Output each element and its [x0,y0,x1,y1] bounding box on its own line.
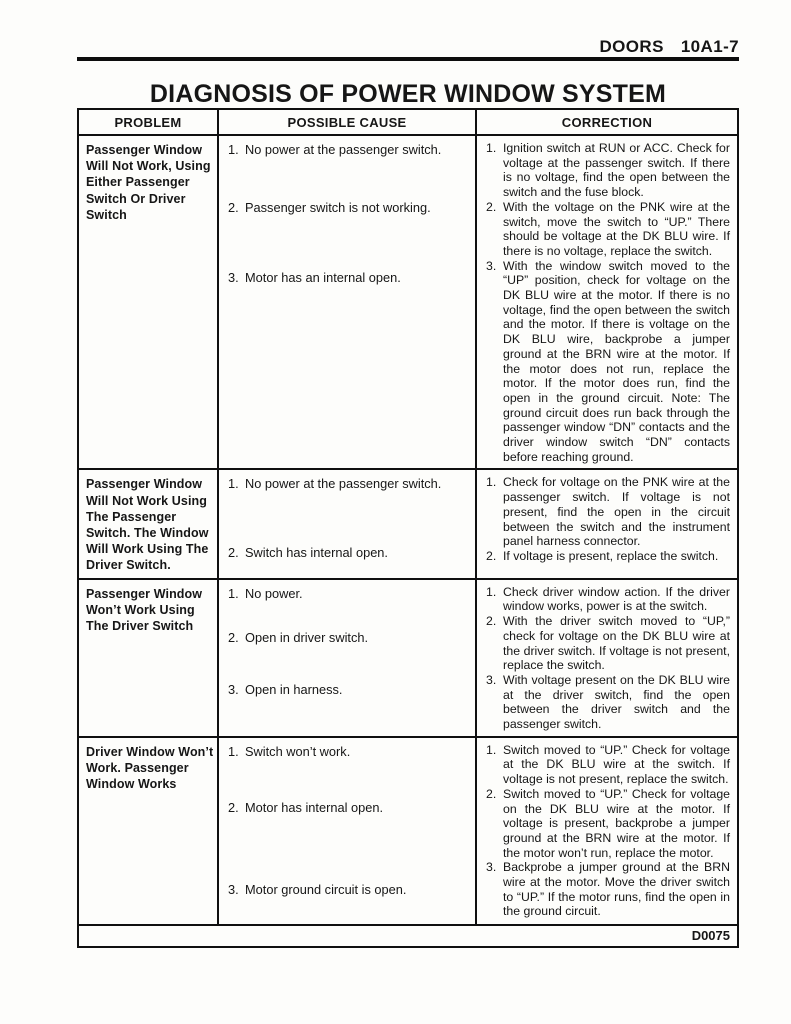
correction-number: 2. [486,199,497,214]
cause-item [228,630,471,645]
corrections-cell [475,136,737,468]
correction-item [486,549,730,564]
correction-item [486,787,730,861]
correction-item [486,475,730,549]
problem-cell: Passenger Window Will Not Work Using The Passenger Switch. The Window Will Work Using The Driver Switch. [86,477,209,573]
causes-cell [217,136,475,468]
cause-text: Switch has internal open. [245,545,388,561]
cause-item [228,586,471,601]
correction-text: With the voltage on the PNK wire at the switch, move the switch to “UP.” There should be voltage at the DK BLU wire. If there is no voltage, replace the switch. [503,199,730,258]
correction-text: With the driver switch moved to “UP,” check for voltage on the DK BLU wire at the driver switch. If voltage is not present, replace the switch. [503,614,730,673]
correction-text: If voltage is present, replace the switch. [503,548,719,563]
page-number: 10A1-7 [680,37,739,56]
correction-item [486,860,730,919]
figure-code: D0075 [79,924,737,946]
correction-number: 2. [486,614,497,629]
cause-item [228,270,471,285]
cause-text: No power. [245,585,303,601]
cause-text: Motor ground circuit is open. [245,881,407,897]
causes-cell [217,580,475,736]
cause-text: Motor has an internal open. [245,270,401,285]
cause-number: 1. [228,476,239,492]
corrections-cell [475,470,737,577]
cause-text: No power at the passenger switch. [245,476,442,492]
problem-cell: Passenger Window Won’t Work Using The Driver Switch [86,586,203,634]
correction-number: 3. [486,860,497,875]
cause-item [228,882,471,897]
cause-item [228,200,471,215]
header-rule [77,57,739,61]
cause-text: Open in harness. [245,681,343,697]
cause-item [228,545,471,560]
correction-text: Ignition switch at RUN or ACC. Check for voltage at the passenger switch. If there is no voltage, find the open between the switch and the fuse block. [503,141,730,200]
correction-text: Switch moved to “UP.” Check for voltage on the DK BLU wire at the motor. If voltage is present, backprobe a jumper ground at the BRN wire at the motor. If the motor won’t run, replace the motor. [503,786,730,860]
correction-text: Check driver window action. If the driver window works, power is at the switch. [503,584,730,614]
table-row [79,578,737,736]
correction-text: With voltage present on the DK BLU wire at the driver switch, find the open between the driver switch and the passenger switch. [503,672,730,732]
cause-item [228,800,471,815]
correction-text: Backprobe a jumper ground at the BRN wire at the motor. Move the driver switch to “UP.” If the motor runs, find the open in the ground circuit. [503,860,730,919]
problem-cell: Passenger Window Will Not Work, Using Either Passenger Switch Or Driver Switch [86,143,211,222]
table-row [79,468,737,577]
cause-item [228,682,471,697]
cause-item [228,476,471,491]
column-header-possible-cause: POSSIBLE CAUSE [217,110,475,134]
correction-item [486,259,730,465]
cause-number: 2. [228,799,239,815]
cause-text: Open in driver switch. [245,629,369,645]
page-title: DIAGNOSIS OF POWER WINDOW SYSTEM [149,80,667,108]
page-header [599,37,739,57]
correction-text: With the window switch moved to the “UP” position, check for voltage on the DK BLU wire at the motor. If there is no voltage, find the open between the switch and the motor. If there is voltage on the DK BLU wire, backprobe a jumper ground at the BRN wire at the motor. If the motor does not run, replace the motor. If the motor does run, find the open in the ground circuit. Note: The ground circuit does run back through the passenger window “DN” contacts and the driver window switch “DN” contacts before reaching ground. [503,258,730,464]
correction-number: 1. [486,584,497,599]
cause-number: 3. [228,681,239,697]
correction-item [486,141,730,200]
cause-number: 2. [228,545,239,561]
cause-number: 1. [228,585,239,601]
correction-number: 2. [486,786,497,801]
cause-number: 1. [228,142,239,157]
cause-item [228,142,471,157]
correction-number: 2. [486,548,497,563]
cause-text: Motor has internal open. [245,799,384,815]
correction-item [486,200,730,259]
table-row [79,736,737,924]
corrections-cell [475,738,737,924]
correction-item [486,743,730,787]
cause-number: 3. [228,270,239,285]
column-header-problem: PROBLEM [114,115,182,130]
correction-item [486,585,730,614]
cause-text: Switch won’t work. [245,743,351,759]
corrections-cell [475,580,737,736]
correction-number: 1. [486,141,497,155]
diagnosis-table [77,108,739,948]
section-label: DOORS [599,37,664,56]
causes-cell [217,738,475,924]
causes-cell [217,470,475,577]
cause-text: No power at the passenger switch. [245,142,442,157]
table-row [79,134,737,468]
cause-text: Passenger switch is not working. [245,200,431,215]
cause-number: 3. [228,881,239,897]
correction-number: 1. [486,475,497,490]
table-header-row [79,110,737,134]
correction-item [486,614,730,673]
column-header-correction: CORRECTION [475,110,737,134]
correction-text: Check for voltage on the PNK wire at the passenger switch. If voltage is not present, find the open in the circuit between the switch and the instrument panel harness connector. [503,475,730,549]
correction-number: 3. [486,672,497,687]
cause-number: 1. [228,743,239,759]
cause-item [228,744,471,759]
cause-number: 2. [228,200,239,215]
correction-number: 3. [486,258,497,273]
correction-text: Switch moved to “UP.” Check for voltage at the DK BLU wire at the switch. If voltage is not present, replace the switch. [503,742,730,787]
correction-item [486,673,730,732]
correction-number: 1. [486,742,497,757]
cause-number: 2. [228,629,239,645]
problem-cell: Driver Window Won’t Work. Passenger Window Works [86,744,214,792]
